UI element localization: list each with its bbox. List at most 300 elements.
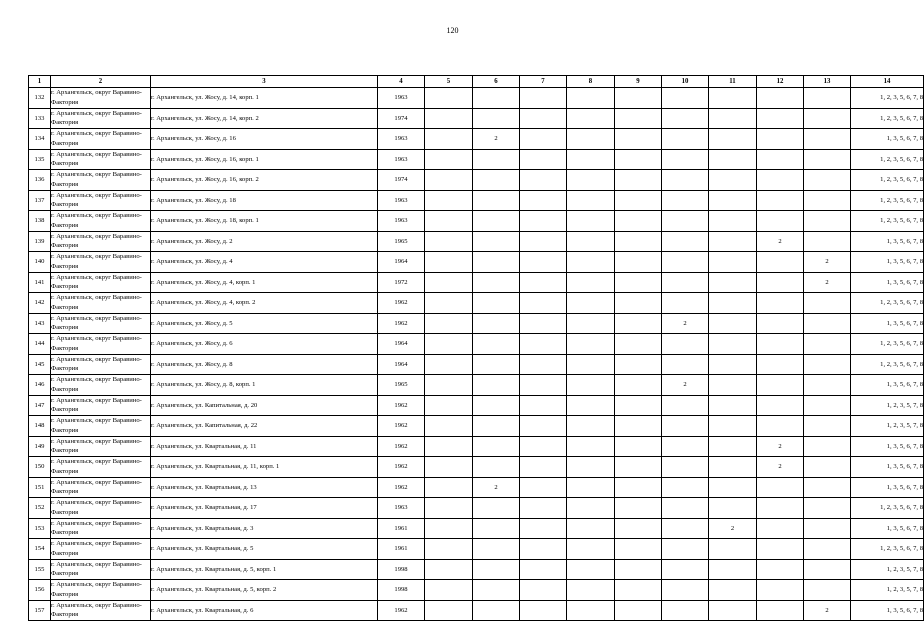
mark-cell-col-12 <box>757 600 804 621</box>
mark-cell-col-6 <box>473 436 520 457</box>
table-row <box>29 293 924 314</box>
mark-cell-col-12 <box>757 108 804 129</box>
mark-cell-col-6 <box>473 354 520 375</box>
mark-cell-col-13 <box>804 375 851 396</box>
header-cell-14: 14 <box>851 76 924 88</box>
mark-cell-col-7 <box>520 457 567 478</box>
mark-cell-col-10 <box>662 129 709 150</box>
mark-cell-col-12 <box>757 559 804 580</box>
codes-cell: 1, 3, 5, 6, 7, 8 <box>851 375 924 396</box>
address-cell: г. Архангельск, ул. Жосу, д. 16, корп. 2 <box>151 170 378 191</box>
row-number-cell: 151 <box>29 477 51 498</box>
mark-cell-col-7 <box>520 211 567 232</box>
mark-cell-col-7 <box>520 375 567 396</box>
mark-cell-col-9 <box>615 457 662 478</box>
year-cell: 1998 <box>378 559 425 580</box>
mark-cell-col-7 <box>520 108 567 129</box>
year-cell: 1974 <box>378 108 425 129</box>
table-row <box>29 231 924 252</box>
year-cell: 1963 <box>378 129 425 150</box>
row-number-cell: 156 <box>29 580 51 601</box>
address-cell: г. Архангельск, ул. Квартальная, д. 3 <box>151 518 378 539</box>
district-cell: г. Архангельск, округ Варавино-Фактория <box>51 88 151 109</box>
codes-cell: 1, 2, 3, 5, 7, 8 <box>851 580 924 601</box>
mark-cell-col-10 <box>662 334 709 355</box>
mark-cell-col-11 <box>709 375 757 396</box>
table-row <box>29 416 924 437</box>
address-cell: г. Архангельск, ул. Квартальная, д. 17 <box>151 498 378 519</box>
mark-cell-col-8 <box>567 436 615 457</box>
mark-cell-col-6 <box>473 539 520 560</box>
mark-cell-col-13 <box>804 477 851 498</box>
mark-cell-col-6 <box>473 416 520 437</box>
codes-cell: 1, 2, 3, 5, 6, 7, 8 <box>851 539 924 560</box>
mark-cell-col-8 <box>567 211 615 232</box>
mark-cell-col-6 <box>473 293 520 314</box>
mark-cell-col-11 <box>709 498 757 519</box>
mark-cell-col-5 <box>425 518 473 539</box>
mark-cell-col-6: 2 <box>473 129 520 150</box>
district-cell: г. Архангельск, округ Варавино-Фактория <box>51 375 151 396</box>
mark-cell-col-12 <box>757 334 804 355</box>
mark-cell-col-6 <box>473 375 520 396</box>
codes-cell: 1, 3, 5, 6, 7, 8 <box>851 231 924 252</box>
year-cell: 1962 <box>378 313 425 334</box>
mark-cell-col-6 <box>473 88 520 109</box>
mark-cell-col-11 <box>709 149 757 170</box>
mark-cell-col-7 <box>520 436 567 457</box>
mark-cell-col-7 <box>520 395 567 416</box>
mark-cell-col-7 <box>520 580 567 601</box>
mark-cell-col-9 <box>615 293 662 314</box>
table-row <box>29 252 924 273</box>
mark-cell-col-7 <box>520 477 567 498</box>
mark-cell-col-13 <box>804 559 851 580</box>
mark-cell-col-10 <box>662 231 709 252</box>
mark-cell-col-11 <box>709 272 757 293</box>
header-cell-1: 1 <box>29 76 51 88</box>
mark-cell-col-10 <box>662 518 709 539</box>
district-cell: г. Архангельск, округ Варавино-Фактория <box>51 416 151 437</box>
address-cell: г. Архангельск, ул. Жосу, д. 6 <box>151 334 378 355</box>
year-cell: 1963 <box>378 88 425 109</box>
year-cell: 1974 <box>378 170 425 191</box>
table-row <box>29 108 924 129</box>
mark-cell-col-5 <box>425 580 473 601</box>
mark-cell-col-13 <box>804 108 851 129</box>
mark-cell-col-9 <box>615 580 662 601</box>
year-cell: 1962 <box>378 436 425 457</box>
address-cell: г. Архангельск, ул. Квартальная, д. 5 <box>151 539 378 560</box>
row-number-cell: 143 <box>29 313 51 334</box>
district-cell: г. Архангельск, округ Варавино-Фактория <box>51 129 151 150</box>
mark-cell-col-11 <box>709 252 757 273</box>
year-cell: 1963 <box>378 498 425 519</box>
mark-cell-col-12 <box>757 354 804 375</box>
row-number-cell: 139 <box>29 231 51 252</box>
mark-cell-col-13 <box>804 457 851 478</box>
year-cell: 1962 <box>378 477 425 498</box>
mark-cell-col-11 <box>709 354 757 375</box>
header-cell-13: 13 <box>804 76 851 88</box>
row-number-cell: 145 <box>29 354 51 375</box>
table-row <box>29 518 924 539</box>
mark-cell-col-8 <box>567 395 615 416</box>
table-row <box>29 375 924 396</box>
year-cell: 1964 <box>378 252 425 273</box>
mark-cell-col-7 <box>520 416 567 437</box>
mark-cell-col-13 <box>804 293 851 314</box>
row-number-cell: 132 <box>29 88 51 109</box>
mark-cell-col-11 <box>709 395 757 416</box>
district-cell: г. Архангельск, округ Варавино-Фактория <box>51 313 151 334</box>
table-row <box>29 580 924 601</box>
address-cell: г. Архангельск, ул. Квартальная, д. 6 <box>151 600 378 621</box>
mark-cell-col-7 <box>520 149 567 170</box>
mark-cell-col-5 <box>425 190 473 211</box>
year-cell: 1963 <box>378 190 425 211</box>
table-body <box>29 88 924 621</box>
mark-cell-col-5 <box>425 416 473 437</box>
mark-cell-col-6 <box>473 313 520 334</box>
table-row <box>29 129 924 150</box>
mark-cell-col-7 <box>520 354 567 375</box>
mark-cell-col-9 <box>615 149 662 170</box>
mark-cell-col-8 <box>567 498 615 519</box>
year-cell: 1961 <box>378 539 425 560</box>
mark-cell-col-10: 2 <box>662 313 709 334</box>
mark-cell-col-10 <box>662 436 709 457</box>
district-cell: г. Архангельск, округ Варавино-Фактория <box>51 600 151 621</box>
district-cell: г. Архангельск, округ Варавино-Фактория <box>51 580 151 601</box>
address-cell: г. Архангельск, ул. Жосу, д. 4 <box>151 252 378 273</box>
mark-cell-col-5 <box>425 559 473 580</box>
header-cell-7: 7 <box>520 76 567 88</box>
year-cell: 1965 <box>378 231 425 252</box>
mark-cell-col-12: 2 <box>757 436 804 457</box>
mark-cell-col-9 <box>615 416 662 437</box>
mark-cell-col-9 <box>615 313 662 334</box>
mark-cell-col-6 <box>473 518 520 539</box>
codes-cell: 1, 3, 5, 6, 7, 8 <box>851 272 924 293</box>
mark-cell-col-9 <box>615 211 662 232</box>
page-number: 120 <box>446 26 459 35</box>
mark-cell-col-11 <box>709 190 757 211</box>
header-cell-12: 12 <box>757 76 804 88</box>
mark-cell-col-8 <box>567 477 615 498</box>
mark-cell-col-8 <box>567 170 615 191</box>
mark-cell-col-10 <box>662 252 709 273</box>
address-cell: г. Архангельск, ул. Жосу, д. 4, корп. 1 <box>151 272 378 293</box>
mark-cell-col-11 <box>709 293 757 314</box>
header-cell-11: 11 <box>709 76 757 88</box>
mark-cell-col-5 <box>425 129 473 150</box>
mark-cell-col-8 <box>567 190 615 211</box>
row-number-cell: 150 <box>29 457 51 478</box>
codes-cell: 1, 3, 5, 6, 7, 8 <box>851 518 924 539</box>
year-cell: 1962 <box>378 293 425 314</box>
address-cell: г. Архангельск, ул. Жосу, д. 16 <box>151 129 378 150</box>
table-row <box>29 313 924 334</box>
codes-cell: 1, 2, 3, 5, 6, 7, 8 <box>851 170 924 191</box>
mark-cell-col-13 <box>804 436 851 457</box>
mark-cell-col-13 <box>804 354 851 375</box>
district-cell: г. Архангельск, округ Варавино-Фактория <box>51 231 151 252</box>
mark-cell-col-11 <box>709 334 757 355</box>
mark-cell-col-7 <box>520 293 567 314</box>
mark-cell-col-10 <box>662 211 709 232</box>
address-cell: г. Архангельск, ул. Капитальная, д. 20 <box>151 395 378 416</box>
mark-cell-col-6 <box>473 334 520 355</box>
codes-cell: 1, 3, 5, 6, 7, 8 <box>851 252 924 273</box>
mark-cell-col-6 <box>473 252 520 273</box>
address-cell: г. Архангельск, ул. Жосу, д. 2 <box>151 231 378 252</box>
mark-cell-col-6 <box>473 231 520 252</box>
row-number-cell: 136 <box>29 170 51 191</box>
mark-cell-col-11 <box>709 559 757 580</box>
codes-cell: 1, 2, 3, 5, 6, 7, 8 <box>851 211 924 232</box>
district-cell: г. Архангельск, округ Варавино-Фактория <box>51 149 151 170</box>
district-cell: г. Архангельск, округ Варавино-Фактория <box>51 108 151 129</box>
year-cell: 1965 <box>378 375 425 396</box>
codes-cell: 1, 2, 3, 5, 6, 7, 8 <box>851 293 924 314</box>
mark-cell-col-13 <box>804 334 851 355</box>
row-number-cell: 135 <box>29 149 51 170</box>
mark-cell-col-8 <box>567 293 615 314</box>
mark-cell-col-8 <box>567 272 615 293</box>
address-cell: г. Архангельск, ул. Жосу, д. 18, корп. 1 <box>151 211 378 232</box>
district-cell: г. Архангельск, округ Варавино-Фактория <box>51 559 151 580</box>
year-cell: 1962 <box>378 600 425 621</box>
mark-cell-col-12 <box>757 518 804 539</box>
mark-cell-col-6 <box>473 190 520 211</box>
mark-cell-col-11 <box>709 539 757 560</box>
table-row <box>29 334 924 355</box>
mark-cell-col-7 <box>520 334 567 355</box>
year-cell: 1962 <box>378 457 425 478</box>
codes-cell: 1, 3, 5, 6, 7, 8 <box>851 313 924 334</box>
mark-cell-col-11 <box>709 211 757 232</box>
mark-cell-col-8 <box>567 334 615 355</box>
codes-cell: 1, 2, 3, 5, 6, 7, 8 <box>851 334 924 355</box>
mark-cell-col-12 <box>757 88 804 109</box>
mark-cell-col-11 <box>709 108 757 129</box>
mark-cell-col-9 <box>615 252 662 273</box>
mark-cell-col-10 <box>662 354 709 375</box>
mark-cell-col-6 <box>473 395 520 416</box>
address-cell: г. Архангельск, ул. Жосу, д. 14, корп. 1 <box>151 88 378 109</box>
mark-cell-col-9 <box>615 518 662 539</box>
mark-cell-col-12 <box>757 211 804 232</box>
mark-cell-col-9 <box>615 436 662 457</box>
mark-cell-col-6 <box>473 211 520 232</box>
mark-cell-col-8 <box>567 600 615 621</box>
codes-cell: 1, 2, 3, 5, 7, 8 <box>851 416 924 437</box>
header-cell-6: 6 <box>473 76 520 88</box>
mark-cell-col-5 <box>425 211 473 232</box>
district-cell: г. Архангельск, округ Варавино-Фактория <box>51 539 151 560</box>
mark-cell-col-10 <box>662 559 709 580</box>
table-header <box>29 76 924 88</box>
year-cell: 1963 <box>378 149 425 170</box>
mark-cell-col-8 <box>567 457 615 478</box>
mark-cell-col-8 <box>567 129 615 150</box>
mark-cell-col-5 <box>425 252 473 273</box>
address-cell: г. Архангельск, ул. Жосу, д. 16, корп. 1 <box>151 149 378 170</box>
header-cell-10: 10 <box>662 76 709 88</box>
year-cell: 1964 <box>378 354 425 375</box>
codes-cell: 1, 2, 3, 5, 7, 8 <box>851 559 924 580</box>
mark-cell-col-12 <box>757 539 804 560</box>
table-row <box>29 477 924 498</box>
mark-cell-col-9 <box>615 231 662 252</box>
table-row <box>29 395 924 416</box>
header-cell-5: 5 <box>425 76 473 88</box>
mark-cell-col-6: 2 <box>473 477 520 498</box>
mark-cell-col-6 <box>473 457 520 478</box>
mark-cell-col-11 <box>709 88 757 109</box>
mark-cell-col-13 <box>804 170 851 191</box>
mark-cell-col-10 <box>662 88 709 109</box>
mark-cell-col-12 <box>757 498 804 519</box>
mark-cell-col-10 <box>662 108 709 129</box>
table-row <box>29 170 924 191</box>
year-cell: 1964 <box>378 334 425 355</box>
mark-cell-col-9 <box>615 129 662 150</box>
mark-cell-col-11 <box>709 600 757 621</box>
table-row <box>29 559 924 580</box>
mark-cell-col-5 <box>425 457 473 478</box>
mark-cell-col-8 <box>567 108 615 129</box>
codes-cell: 1, 2, 3, 5, 6, 7, 8 <box>851 88 924 109</box>
mark-cell-col-7 <box>520 88 567 109</box>
mark-cell-col-5 <box>425 477 473 498</box>
mark-cell-col-9 <box>615 88 662 109</box>
address-cell: г. Архангельск, ул. Жосу, д. 8, корп. 1 <box>151 375 378 396</box>
mark-cell-col-6 <box>473 580 520 601</box>
mark-cell-col-8 <box>567 252 615 273</box>
mark-cell-col-11 <box>709 313 757 334</box>
header-cell-8: 8 <box>567 76 615 88</box>
register-table <box>28 75 924 621</box>
mark-cell-col-5 <box>425 354 473 375</box>
row-number-cell: 153 <box>29 518 51 539</box>
codes-cell: 1, 2, 3, 5, 7, 8 <box>851 395 924 416</box>
mark-cell-col-13 <box>804 149 851 170</box>
mark-cell-col-13 <box>804 498 851 519</box>
mark-cell-col-11 <box>709 580 757 601</box>
mark-cell-col-8 <box>567 580 615 601</box>
address-cell: г. Архангельск, ул. Квартальная, д. 13 <box>151 477 378 498</box>
mark-cell-col-10 <box>662 293 709 314</box>
mark-cell-col-7 <box>520 231 567 252</box>
mark-cell-col-5 <box>425 334 473 355</box>
table-row <box>29 272 924 293</box>
mark-cell-col-12 <box>757 375 804 396</box>
table-row <box>29 457 924 478</box>
table-row <box>29 211 924 232</box>
mark-cell-col-9 <box>615 334 662 355</box>
district-cell: г. Архангельск, округ Варавино-Фактория <box>51 518 151 539</box>
mark-cell-col-10 <box>662 457 709 478</box>
mark-cell-col-9 <box>615 477 662 498</box>
mark-cell-col-12 <box>757 293 804 314</box>
district-cell: г. Архангельск, округ Варавино-Фактория <box>51 477 151 498</box>
mark-cell-col-13 <box>804 211 851 232</box>
header-cell-3: 3 <box>151 76 378 88</box>
table-row <box>29 190 924 211</box>
mark-cell-col-8 <box>567 149 615 170</box>
mark-cell-col-10 <box>662 498 709 519</box>
codes-cell: 1, 2, 3, 5, 6, 7, 8 <box>851 149 924 170</box>
mark-cell-col-8 <box>567 518 615 539</box>
mark-cell-col-13 <box>804 416 851 437</box>
mark-cell-col-10 <box>662 539 709 560</box>
mark-cell-col-5 <box>425 539 473 560</box>
mark-cell-col-12 <box>757 252 804 273</box>
table-row <box>29 539 924 560</box>
mark-cell-col-7 <box>520 190 567 211</box>
mark-cell-col-13 <box>804 518 851 539</box>
year-cell: 1972 <box>378 272 425 293</box>
mark-cell-col-9 <box>615 539 662 560</box>
mark-cell-col-11 <box>709 477 757 498</box>
table-row <box>29 149 924 170</box>
district-cell: г. Архангельск, округ Варавино-Фактория <box>51 354 151 375</box>
mark-cell-col-6 <box>473 170 520 191</box>
mark-cell-col-9 <box>615 170 662 191</box>
mark-cell-col-13: 2 <box>804 272 851 293</box>
mark-cell-col-12 <box>757 170 804 191</box>
address-cell: г. Архангельск, ул. Жосу, д. 8 <box>151 354 378 375</box>
mark-cell-col-11: 2 <box>709 518 757 539</box>
district-cell: г. Архангельск, округ Варавино-Фактория <box>51 293 151 314</box>
row-number-cell: 134 <box>29 129 51 150</box>
mark-cell-col-8 <box>567 539 615 560</box>
header-cell-4: 4 <box>378 76 425 88</box>
mark-cell-col-10: 2 <box>662 375 709 396</box>
district-cell: г. Архангельск, округ Варавино-Фактория <box>51 170 151 191</box>
codes-cell: 1, 3, 5, 6, 7, 8 <box>851 457 924 478</box>
mark-cell-col-8 <box>567 313 615 334</box>
year-cell: 1963 <box>378 211 425 232</box>
mark-cell-col-7 <box>520 170 567 191</box>
mark-cell-col-7 <box>520 559 567 580</box>
district-cell: г. Архангельск, округ Варавино-Фактория <box>51 211 151 232</box>
mark-cell-col-13: 2 <box>804 252 851 273</box>
row-number-cell: 138 <box>29 211 51 232</box>
mark-cell-col-13 <box>804 88 851 109</box>
row-number-cell: 140 <box>29 252 51 273</box>
mark-cell-col-5 <box>425 375 473 396</box>
mark-cell-col-12 <box>757 149 804 170</box>
mark-cell-col-9 <box>615 108 662 129</box>
codes-cell: 1, 2, 3, 5, 6, 7, 8 <box>851 498 924 519</box>
mark-cell-col-6 <box>473 498 520 519</box>
table-row <box>29 88 924 109</box>
mark-cell-col-13 <box>804 129 851 150</box>
mark-cell-col-11 <box>709 170 757 191</box>
table-row <box>29 436 924 457</box>
mark-cell-col-5 <box>425 600 473 621</box>
mark-cell-col-12 <box>757 272 804 293</box>
mark-cell-col-10 <box>662 477 709 498</box>
mark-cell-col-9 <box>615 354 662 375</box>
mark-cell-col-13: 2 <box>804 600 851 621</box>
district-cell: г. Архангельск, округ Варавино-Фактория <box>51 272 151 293</box>
mark-cell-col-10 <box>662 272 709 293</box>
address-cell: г. Архангельск, ул. Жосу, д. 18 <box>151 190 378 211</box>
